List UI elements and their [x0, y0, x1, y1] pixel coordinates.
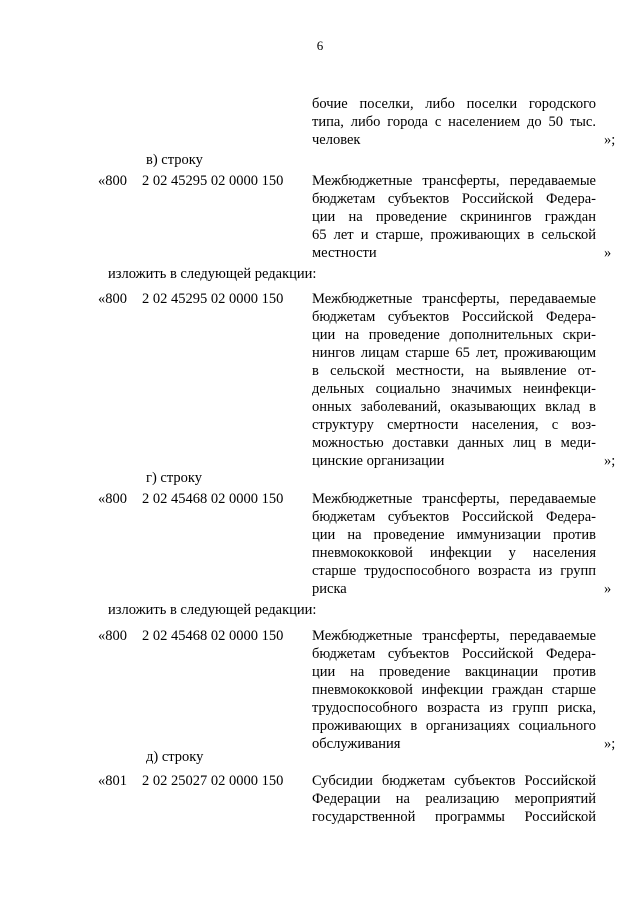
row-v-new-line-9: можностью доставки данных лиц в меди-: [312, 435, 596, 451]
row-v-new-open: «800: [98, 291, 127, 307]
label-v: в) строку: [146, 152, 203, 168]
label-g: г) строку: [146, 470, 202, 486]
instruction-1: изложить в следующей редакции:: [108, 266, 317, 282]
row-d-code: 2 02 25027 02 0000 150: [142, 773, 284, 789]
row-g-new-line-5: трудоспособного возраста из групп риска,: [312, 700, 596, 716]
row-v-new-line-1: Межбюджетные трансферты, передаваемые: [312, 291, 596, 307]
row-v-line-1: Межбюджетные трансферты, передаваемые: [312, 173, 596, 189]
row-g-new-close-quote: »;: [604, 736, 616, 752]
row-v-new-line-3: ции на проведение дополнительных скри-: [312, 327, 596, 343]
row-g-line-4: пневмококковой инфекции у населения: [312, 545, 596, 561]
row-v-new-close-quote: »;: [604, 453, 616, 469]
row-d-line-2: Федерации на реализацию мероприятий: [312, 791, 596, 807]
row-g-close-quote: »: [604, 581, 612, 597]
row-v-line-3: ции на проведение скринингов граждан: [312, 209, 596, 225]
row-v-new-line-5: в сельской местности, на выявление от-: [312, 363, 596, 379]
row-d-line-3: государственной программы Российской: [312, 809, 596, 825]
row-g-open: «800: [98, 491, 127, 507]
continuation-close-quote: »;: [604, 132, 616, 148]
row-v-new-line-7: онных заболеваний, оказывающих вклад в: [312, 399, 596, 415]
row-v-close-quote: »: [604, 245, 612, 261]
row-g-line-2: бюджетам субъектов Российской Федера-: [312, 509, 596, 525]
row-v-open: «800: [98, 173, 127, 189]
row-v-new-line-6: дельных социально значимых неинфекци-: [312, 381, 596, 397]
row-v-line-4: 65 лет и старше, проживающих в сельской: [312, 227, 596, 243]
row-g-new-line-1: Межбюджетные трансферты, передаваемые: [312, 628, 596, 644]
continuation-line-3: человек: [312, 132, 361, 148]
row-v-new-line-2: бюджетам субъектов Российской Федера-: [312, 309, 596, 325]
row-g-new-line-4: пневмококковой инфекции граждан старше: [312, 682, 596, 698]
row-v-line-2: бюджетам субъектов Российской Федера-: [312, 191, 596, 207]
instruction-2: изложить в следующей редакции:: [108, 602, 317, 618]
row-g-new-open: «800: [98, 628, 127, 644]
row-g-line-1: Межбюджетные трансферты, передаваемые: [312, 491, 596, 507]
continuation-line-2: типа, либо города с населением до 50 тыс.: [312, 114, 596, 130]
page-number: 6: [316, 38, 324, 53]
row-g-new-line-2: бюджетам субъектов Российской Федера-: [312, 646, 596, 662]
row-v-new-line-8: структуру смертности населения, с воз-: [312, 417, 596, 433]
row-d-line-1: Субсидии бюджетам субъектов Российской: [312, 773, 596, 789]
row-g-line-3: ции на проведение иммунизации против: [312, 527, 596, 543]
label-d: д) строку: [146, 749, 204, 765]
row-v-new-code: 2 02 45295 02 0000 150: [142, 291, 284, 307]
row-v-line-5: местности: [312, 245, 377, 261]
row-g-code: 2 02 45468 02 0000 150: [142, 491, 284, 507]
row-g-new-line-7: обслуживания: [312, 736, 401, 752]
continuation-line-1: бочие поселки, либо поселки городского: [312, 96, 596, 112]
row-g-new-line-6: проживающих в организациях социального: [312, 718, 596, 734]
row-v-new-line-10: цинские организации: [312, 453, 445, 469]
row-v-new-line-4: нингов лицам старше 65 лет, проживающим: [312, 345, 596, 361]
row-g-line-6: риска: [312, 581, 347, 597]
row-g-new-code: 2 02 45468 02 0000 150: [142, 628, 284, 644]
row-d-open: «801: [98, 773, 127, 789]
row-v-code: 2 02 45295 02 0000 150: [142, 173, 284, 189]
row-g-line-5: старше трудоспособного возраста из групп: [312, 563, 596, 579]
row-g-new-line-3: ции на проведение вакцинации против: [312, 664, 596, 680]
